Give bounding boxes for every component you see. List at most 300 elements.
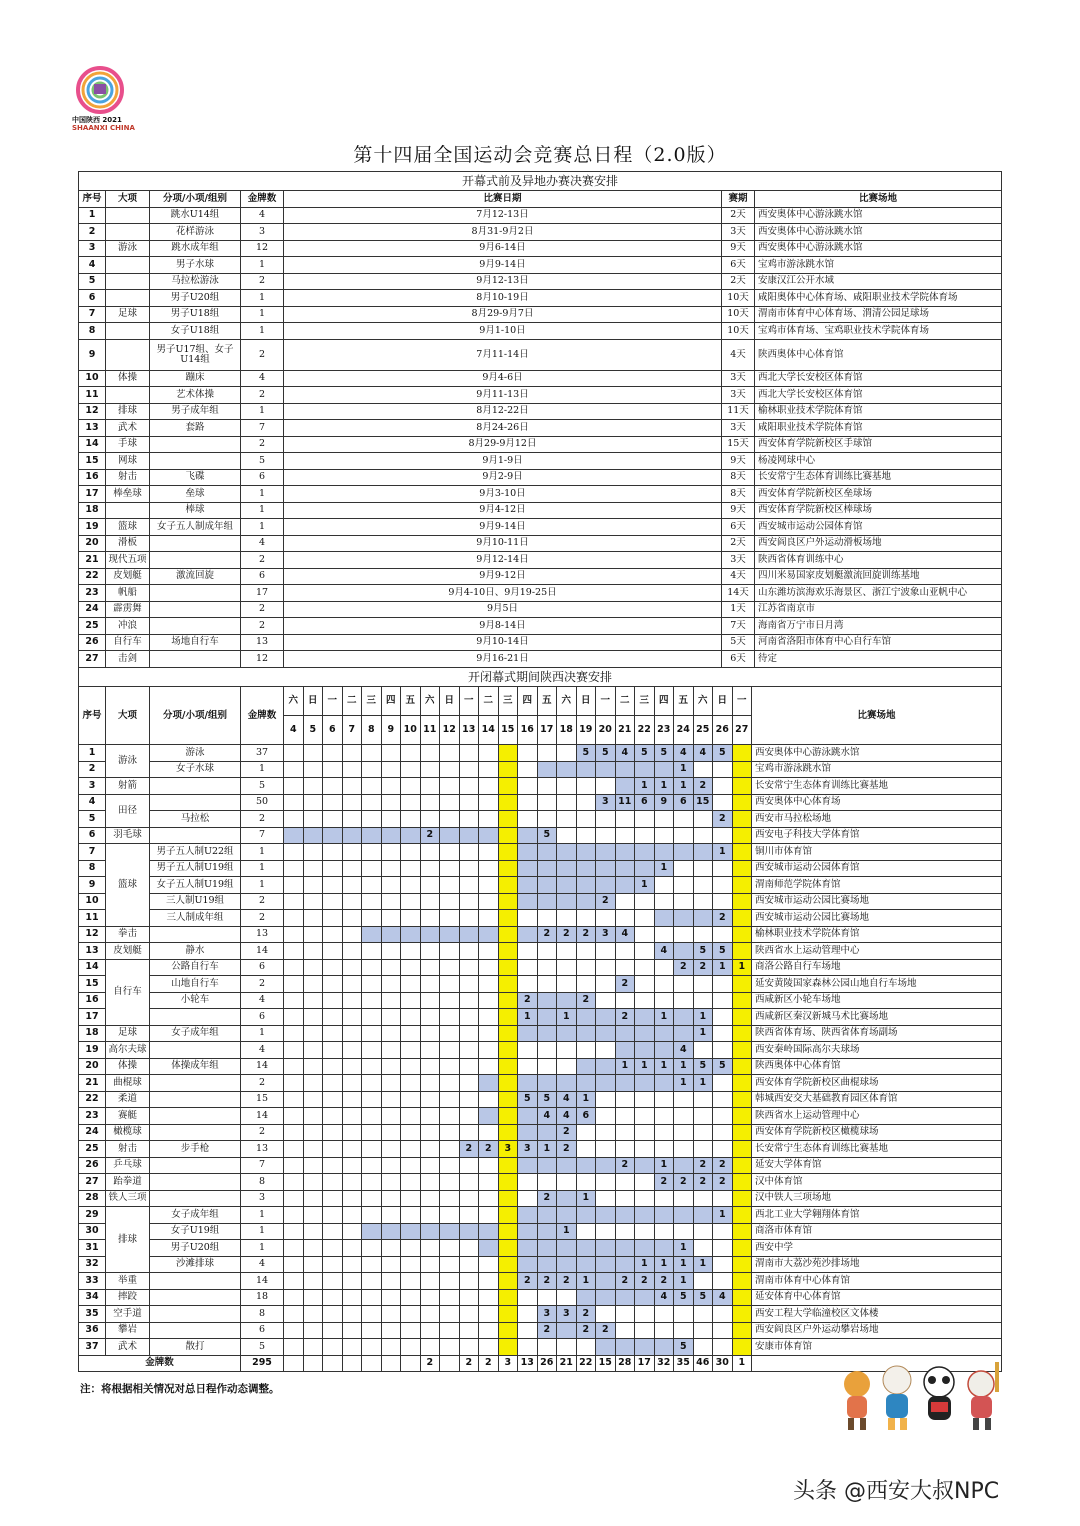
day-cell [498, 1009, 518, 1026]
day-cell [518, 860, 538, 877]
day-cell [459, 992, 479, 1009]
day-cell [596, 1207, 616, 1224]
day-cell: 1 [557, 1223, 577, 1240]
duration-cell: 2天 [722, 207, 755, 224]
day-cell [615, 1190, 635, 1207]
day-cell: 1 [674, 1256, 694, 1273]
day-cell [342, 992, 362, 1009]
row-number: 7 [79, 844, 106, 861]
day-cell [732, 1223, 752, 1240]
sport-cell [106, 339, 150, 370]
venue-cell: 西咸新区小轮车场地 [752, 992, 1002, 1009]
day-cell [342, 1141, 362, 1158]
day-cell: 1 [713, 959, 733, 976]
day-cell [518, 1190, 538, 1207]
day-cell [674, 877, 694, 894]
day-cell [713, 794, 733, 811]
event-cell: 男子U20组 [150, 1240, 241, 1257]
day-cell [498, 926, 518, 943]
day-cell: 4 [615, 926, 635, 943]
schedule-row [79, 910, 1002, 927]
day-cell [303, 1306, 323, 1323]
mascot-panda-icon [924, 1367, 954, 1420]
day-cell [713, 1025, 733, 1042]
day-cell [440, 745, 460, 762]
duration-cell: 10天 [722, 323, 755, 340]
row-number: 5 [79, 811, 106, 828]
day-cell [557, 844, 577, 861]
day-cell [420, 1207, 440, 1224]
day-cell [303, 1091, 323, 1108]
medal-count-cell: 3 [241, 1190, 284, 1207]
day-cell [596, 1009, 616, 1026]
event-cell: 山地自行车 [150, 976, 241, 993]
day-cell [576, 959, 596, 976]
day-cell [693, 1240, 713, 1257]
day-cell [381, 745, 401, 762]
day-cell [713, 1190, 733, 1207]
day-cell [440, 976, 460, 993]
day-cell [401, 1207, 421, 1224]
day-cell [401, 1042, 421, 1059]
day-cell [654, 1322, 674, 1339]
day-cell [518, 1322, 538, 1339]
day-header: 6 [323, 716, 343, 745]
date-cell: 9月2-9日 [284, 469, 722, 486]
day-cell [284, 976, 304, 993]
schedule-row [79, 1273, 1002, 1290]
day-cell [693, 1207, 713, 1224]
day-cell [362, 1339, 382, 1356]
row-number: 6 [79, 827, 106, 844]
day-cell [557, 976, 577, 993]
day-cell [537, 910, 557, 927]
day-cell [576, 1240, 596, 1257]
event-cell: 套路 [150, 420, 241, 437]
venue-cell: 长安常宁生态体育训练比赛基地 [752, 1141, 1002, 1158]
row-number: 34 [79, 1289, 106, 1306]
medal-count-cell: 14 [241, 1108, 284, 1125]
schedule-row [79, 1223, 1002, 1240]
day-cell: 2 [576, 992, 596, 1009]
day-cell: 5 [635, 745, 655, 762]
day-cell [479, 943, 499, 960]
day-cell [440, 794, 460, 811]
day-cell [401, 976, 421, 993]
venue-cell: 铜川市体育馆 [752, 844, 1002, 861]
day-cell: 2 [615, 976, 635, 993]
day-cell [440, 1009, 460, 1026]
day-cell [362, 877, 382, 894]
day-cell [459, 910, 479, 927]
day-cell [362, 976, 382, 993]
day-cell [596, 976, 616, 993]
day-cell [732, 1174, 752, 1191]
day-cell [401, 1273, 421, 1290]
day-cell: 2 [693, 1174, 713, 1191]
day-cell [635, 1042, 655, 1059]
day-cell: 1 [713, 1207, 733, 1224]
row-number: 16 [79, 992, 106, 1009]
daily-total: 32 [654, 1355, 674, 1372]
schedule-row [79, 959, 1002, 976]
row-number: 9 [79, 877, 106, 894]
day-cell [381, 1141, 401, 1158]
venue-cell: 四川米易国家皮划艇激流回旋训练基地 [755, 568, 1002, 585]
table-row [79, 257, 1002, 274]
day-cell [459, 827, 479, 844]
day-cell [596, 1256, 616, 1273]
daily-total [401, 1355, 421, 1372]
day-cell [732, 1124, 752, 1141]
day-cell [498, 1091, 518, 1108]
day-cell [635, 860, 655, 877]
day-cell [654, 1223, 674, 1240]
day-cell [323, 926, 343, 943]
day-cell: 1 [654, 860, 674, 877]
duration-cell: 7天 [722, 618, 755, 635]
medal-count-cell: 8 [241, 1174, 284, 1191]
day-cell [284, 1124, 304, 1141]
day-cell [635, 1190, 655, 1207]
day-cell [479, 1009, 499, 1026]
day-cell [479, 1289, 499, 1306]
day-cell [498, 992, 518, 1009]
day-header: 19 [576, 716, 596, 745]
sport-cell: 自行车 [106, 634, 150, 651]
row-number: 22 [79, 568, 106, 585]
day-header: 12 [440, 716, 460, 745]
day-cell [576, 1009, 596, 1026]
venue-cell: 待定 [755, 651, 1002, 668]
day-cell: 1 [693, 1025, 713, 1042]
day-cell [518, 1256, 538, 1273]
day-cell [557, 1075, 577, 1092]
medal-count-cell: 1 [241, 519, 284, 536]
schedule-row [79, 827, 1002, 844]
day-cell [635, 1223, 655, 1240]
sport-cell: 皮划艇 [106, 943, 150, 960]
day-cell [596, 1273, 616, 1290]
day-cell: 1 [713, 844, 733, 861]
venue-cell: 西安电子科技大学体育馆 [752, 827, 1002, 844]
day-cell [537, 1223, 557, 1240]
day-cell [518, 811, 538, 828]
day-cell: 2 [557, 1124, 577, 1141]
day-cell [674, 1091, 694, 1108]
day-cell [401, 1141, 421, 1158]
day-cell [596, 1306, 616, 1323]
row-number: 13 [79, 943, 106, 960]
day-cell [557, 761, 577, 778]
day-cell [713, 1256, 733, 1273]
day-cell [420, 778, 440, 795]
day-cell: 1 [635, 778, 655, 795]
day-cell [674, 893, 694, 910]
date-cell: 9月9-14日 [284, 519, 722, 536]
day-cell [479, 1124, 499, 1141]
day-cell [596, 1141, 616, 1158]
day-cell [381, 976, 401, 993]
day-cell [381, 1273, 401, 1290]
table-row [79, 370, 1002, 387]
day-cell [381, 992, 401, 1009]
day-cell [732, 1075, 752, 1092]
event-cell: 三人制U19组 [150, 893, 241, 910]
day-cell [323, 1322, 343, 1339]
day-cell: 2 [713, 1174, 733, 1191]
day-cell [401, 761, 421, 778]
day-cell [479, 1339, 499, 1356]
day-cell: 1 [518, 1009, 538, 1026]
sport-cell: 铁人三项 [106, 1190, 150, 1207]
day-cell [596, 1124, 616, 1141]
event-cell [150, 1009, 241, 1026]
venue-cell: 西安奥体中心游泳跳水馆 [755, 207, 1002, 224]
day-cell [284, 943, 304, 960]
medal-count-cell: 14 [241, 1058, 284, 1075]
day-cell [654, 1306, 674, 1323]
day-cell [674, 844, 694, 861]
day-cell [362, 860, 382, 877]
day-cell [440, 1124, 460, 1141]
event-cell: 步手枪 [150, 1141, 241, 1158]
event-cell: 男子成年组 [150, 403, 241, 420]
day-cell [303, 1025, 323, 1042]
day-cell: 6 [674, 794, 694, 811]
weekday-header: 二 [615, 687, 635, 716]
day-cell [615, 1141, 635, 1158]
sport-cell: 网球 [106, 453, 150, 470]
day-cell [284, 877, 304, 894]
day-cell [654, 1108, 674, 1125]
day-cell [713, 761, 733, 778]
day-cell [342, 959, 362, 976]
event-cell: 蹦床 [150, 370, 241, 387]
day-cell [654, 992, 674, 1009]
day-cell [303, 844, 323, 861]
day-cell: 2 [459, 1141, 479, 1158]
venue-cell: 渭南市大荔沙苑沙排场地 [752, 1256, 1002, 1273]
venue-cell: 西安奥体中心游泳跳水馆 [755, 224, 1002, 241]
day-cell: 2 [576, 926, 596, 943]
day-cell [674, 1025, 694, 1042]
day-header: 7 [342, 716, 362, 745]
day-cell [732, 1157, 752, 1174]
medal-count-cell: 7 [241, 827, 284, 844]
day-cell: 1 [674, 761, 694, 778]
medal-count-cell: 1 [241, 860, 284, 877]
day-cell [635, 761, 655, 778]
weekday-header: 四 [381, 687, 401, 716]
day-cell [401, 1091, 421, 1108]
day-cell [654, 976, 674, 993]
day-cell: 2 [518, 992, 538, 1009]
medal-count-cell: 1 [241, 403, 284, 420]
day-cell [420, 992, 440, 1009]
medal-count-cell: 2 [241, 618, 284, 635]
table-row [79, 552, 1002, 569]
row-number: 2 [79, 761, 106, 778]
day-cell [342, 1174, 362, 1191]
day-cell [713, 1141, 733, 1158]
day-cell [459, 794, 479, 811]
day-cell: 5 [693, 1289, 713, 1306]
day-cell: 1 [674, 1075, 694, 1092]
schedule-row [79, 976, 1002, 993]
column-header: 大项 [106, 191, 150, 208]
row-number: 19 [79, 1042, 106, 1059]
day-cell [342, 893, 362, 910]
day-cell [420, 1190, 440, 1207]
day-cell [518, 827, 538, 844]
day-cell [323, 1339, 343, 1356]
day-cell [479, 1157, 499, 1174]
day-cell [381, 910, 401, 927]
day-cell [693, 1306, 713, 1323]
day-cell: 1 [693, 1256, 713, 1273]
day-cell [362, 1009, 382, 1026]
event-cell: 男子U17组、女子U14组 [150, 339, 241, 370]
day-cell [440, 860, 460, 877]
day-cell: 4 [693, 745, 713, 762]
row-number: 1 [79, 745, 106, 762]
date-cell: 9月10-11日 [284, 535, 722, 552]
day-cell [420, 877, 440, 894]
day-cell [342, 844, 362, 861]
day-cell [713, 1306, 733, 1323]
venue-cell: 西安体育学院新校区曲棍球场 [752, 1075, 1002, 1092]
day-cell [654, 1075, 674, 1092]
day-cell [518, 893, 538, 910]
sport-cell: 游泳 [106, 745, 150, 778]
day-cell [732, 1141, 752, 1158]
day-cell [381, 827, 401, 844]
duration-cell: 3天 [722, 552, 755, 569]
day-cell [459, 761, 479, 778]
day-cell [732, 827, 752, 844]
day-cell [323, 1273, 343, 1290]
day-cell [479, 761, 499, 778]
column-header: 金牌数 [241, 191, 284, 208]
medal-count-cell: 18 [241, 1289, 284, 1306]
day-cell [635, 992, 655, 1009]
column-header: 赛期 [722, 191, 755, 208]
day-cell [420, 1322, 440, 1339]
row-number: 30 [79, 1223, 106, 1240]
day-cell [674, 1157, 694, 1174]
day-cell: 2 [713, 1157, 733, 1174]
day-cell [596, 1058, 616, 1075]
day-cell [459, 844, 479, 861]
day-cell [557, 1042, 577, 1059]
table-row [79, 519, 1002, 536]
day-cell [732, 1273, 752, 1290]
duration-cell: 11天 [722, 403, 755, 420]
day-cell [713, 1322, 733, 1339]
totals-label: 金牌数 [79, 1355, 241, 1372]
day-cell [459, 893, 479, 910]
day-cell [732, 1240, 752, 1257]
day-cell [342, 1256, 362, 1273]
venue-cell: 陕西省水上运动管理中心 [752, 943, 1002, 960]
day-cell [518, 745, 538, 762]
row-number: 27 [79, 1174, 106, 1191]
day-cell [635, 844, 655, 861]
day-cell [440, 1240, 460, 1257]
day-cell [459, 1124, 479, 1141]
day-cell [596, 1091, 616, 1108]
day-cell [674, 860, 694, 877]
event-cell [150, 1075, 241, 1092]
venue-cell: 陕西省体育训练中心 [755, 552, 1002, 569]
day-cell [401, 910, 421, 927]
duration-cell: 6天 [722, 257, 755, 274]
row-number: 14 [79, 959, 106, 976]
schedule-row [79, 1124, 1002, 1141]
day-header: 15 [498, 716, 518, 745]
weekday-header: 二 [342, 687, 362, 716]
day-cell [596, 943, 616, 960]
day-cell [693, 910, 713, 927]
day-cell: 1 [576, 1190, 596, 1207]
day-cell [518, 910, 538, 927]
date-cell: 7月11-14日 [284, 339, 722, 370]
day-cell [479, 745, 499, 762]
weekday-header: 一 [459, 687, 479, 716]
day-cell [381, 1190, 401, 1207]
day-cell: 1 [635, 1058, 655, 1075]
day-cell [576, 1075, 596, 1092]
day-cell [732, 811, 752, 828]
row-number: 3 [79, 240, 106, 257]
event-cell [150, 1174, 241, 1191]
row-number: 32 [79, 1256, 106, 1273]
day-cell [537, 1009, 557, 1026]
venue-cell: 长安常宁生态体育训练比赛基地 [755, 469, 1002, 486]
table-row [79, 453, 1002, 470]
day-cell [381, 844, 401, 861]
day-cell [693, 860, 713, 877]
day-cell [303, 1223, 323, 1240]
day-cell [654, 877, 674, 894]
table-row [79, 535, 1002, 552]
day-cell [498, 844, 518, 861]
day-cell [303, 959, 323, 976]
day-cell [284, 1174, 304, 1191]
venue-cell: 陕西省水上运动管理中心 [752, 1108, 1002, 1125]
event-cell: 女子U18组 [150, 323, 241, 340]
day-cell [693, 1042, 713, 1059]
table-row [79, 486, 1002, 503]
day-cell [303, 1322, 323, 1339]
day-cell [732, 1025, 752, 1042]
row-number: 2 [79, 224, 106, 241]
day-cell [303, 811, 323, 828]
daily-total [381, 1355, 401, 1372]
day-cell [713, 827, 733, 844]
sport-cell: 霹雳舞 [106, 601, 150, 618]
day-cell [498, 745, 518, 762]
day-cell [576, 1207, 596, 1224]
day-cell [459, 1306, 479, 1323]
day-cell [498, 943, 518, 960]
day-cell [420, 976, 440, 993]
day-cell [518, 1075, 538, 1092]
day-cell [303, 860, 323, 877]
venue-cell: 西安奥体中心游泳跳水馆 [755, 240, 1002, 257]
day-cell [440, 1025, 460, 1042]
